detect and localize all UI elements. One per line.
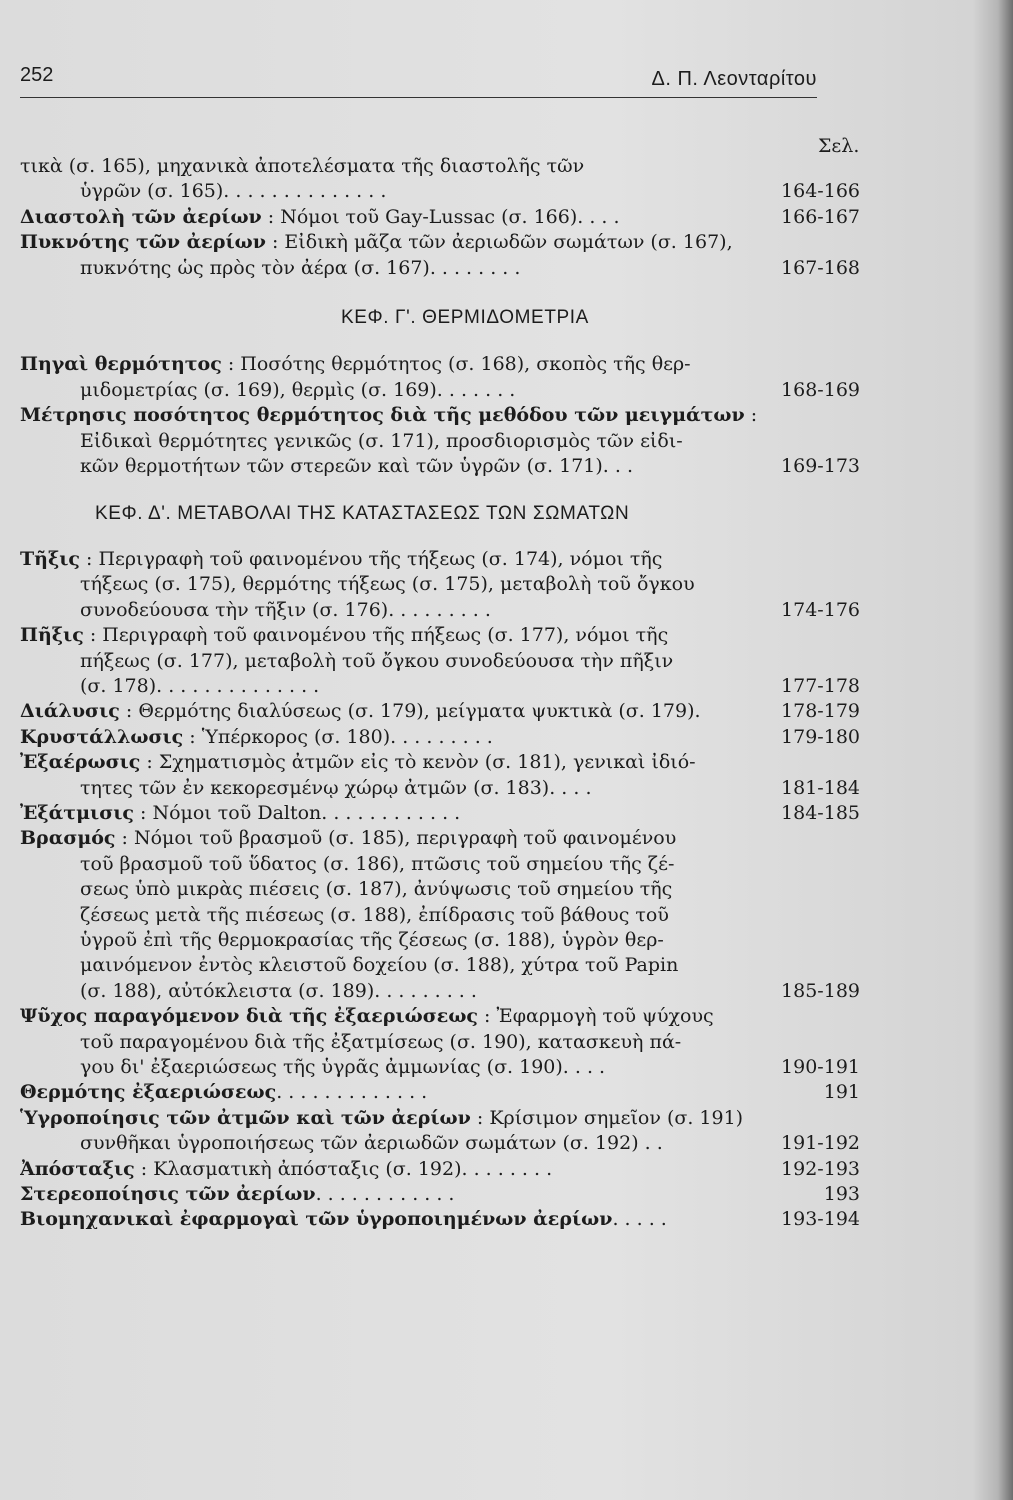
toc-text: : Ὑπέρκορος (σ. 180). . . . . . . . . [183,725,493,748]
header-rule [20,97,817,98]
toc-text: . . . . . . . . . . . . [315,1183,455,1206]
toc-text: : Εἰδικὴ μᾶζα τῶν ἀεριωδῶν σωμάτων (σ. 167), [265,231,733,254]
toc-line-text [20,547,774,572]
toc-keyword: Διαστολὴ τῶν ἀερίων [20,205,262,228]
toc-text: : Νόμοι τοῦ Gay-Lussac (σ. 166). . . . [261,205,620,228]
toc-entry [20,826,860,1004]
toc-text: ζέσεως μετὰ τῆς πιέσεως (σ. 188), ἐπίδρασις τοῦ βάθους τοῦ [80,903,669,926]
toc-line [20,979,860,1004]
running-title: Δ. Π. Λεονταρίτου [651,68,817,90]
toc-line-text [80,1030,774,1055]
toc-line-text [80,256,774,281]
toc-line [20,1030,860,1055]
toc-keyword: Θερμότης ἐξαεριώσεως [20,1081,277,1104]
toc-text: : Νόμοι τοῦ Dalton. . . . . . . . . . . . [133,801,461,824]
toc-entry [20,1207,860,1232]
toc-text: : [744,404,758,427]
toc-page-range: 184-185 [781,801,860,824]
toc-line [20,750,860,775]
toc-keyword: Στερεοποίησις τῶν ἀερίων [20,1183,316,1206]
toc-page-range: 192-193 [781,1157,860,1180]
toc-line-text [20,352,774,377]
toc-line [20,699,860,724]
toc-text: : Νόμοι τοῦ βρασμοῦ (σ. 185), περιγραφὴ τοῦ φαινομένου [115,827,677,850]
toc-line [20,403,860,428]
toc-line-text [20,1080,774,1105]
toc-page-range: 190-191 [781,1056,860,1078]
toc-line [20,1182,860,1207]
toc-page-range: 179-180 [781,725,860,748]
toc-keyword: Μέτρησις ποσότητος θερμότητος διὰ τῆς μεθόδου τῶν μειγμάτων [20,404,745,427]
toc-page-range: 181-184 [781,776,860,799]
toc-line-text [20,801,774,826]
toc-text: τοῦ βρασμοῦ τοῦ ὕδατος (σ. 186), πτῶσις τοῦ σημείου τῆς ζέ- [80,852,675,875]
toc-line [20,256,860,281]
toc-line-text [20,750,774,775]
toc-line-text [80,852,774,877]
toc-entry [20,1182,860,1207]
toc-line [20,903,860,928]
toc-text: : Θερμότης διαλύσεως (σ. 179), μείγματα ψυκτικὰ (σ. 179). [119,700,701,723]
toc-line [20,623,860,648]
toc-entry [20,1157,860,1182]
toc-entry [20,352,860,403]
toc-page-range: 193-194 [781,1208,860,1231]
toc-entry [20,230,860,281]
toc-keyword: Ἐξάτμισις [20,801,134,824]
toc-entry [20,403,860,479]
toc-line-text [20,1207,774,1232]
toc-text: : Περιγραφὴ τοῦ φαινομένου τῆς τήξεως (σ. 174), νόμοι τῆς [79,547,663,570]
toc-page-range: 168-169 [781,378,860,401]
toc-line-text [20,403,774,428]
toc-page-range: 169-173 [781,455,860,478]
toc-keyword: Διάλυσις [20,700,120,723]
toc-line-text [80,378,774,403]
toc-line [20,1106,860,1131]
toc-keyword: Ψῦχος παραγόμενον διὰ τῆς ἐξαεριώσεως [20,1005,478,1028]
toc-line [20,352,860,377]
toc-section-phase-changes [20,547,860,1233]
toc-line [20,154,860,179]
toc-entry [20,1080,860,1105]
toc-text: . . . . . [612,1208,667,1231]
chapter-heading-phase-changes: ΚΕΦ. Δ'. ΜΕΤΑΒΟΛΑΙ ΤΗΣ ΚΑΤΑΣΤΑΣΕΩΣ ΤΩΝ ΣΩΜΑΤΩΝ [95,503,630,525]
toc-text: τικὰ (σ. 165), μηχανικὰ ἀποτελέσματα τῆς διαστολῆς τῶν [20,155,585,177]
toc-line [20,649,860,674]
toc-keyword: Πηγαὶ θερμότητος [20,353,222,376]
toc-text: ὑγροῦ ἐπὶ τῆς θερμοκρασίας τῆς ζέσεως (σ. 188), ὑγρὸν θερ- [80,928,664,951]
toc-line-text [20,623,774,648]
toc-text: μαινόμενον ἐντὸς κλειστοῦ δοχείου (σ. 188), χύτρα τοῦ Papin [80,954,679,977]
toc-text: Εἰδικαὶ θερμότητες γενικῶς (σ. 171), προσδιορισμὸς τῶν εἰδι- [80,429,683,452]
toc-line [20,1004,860,1029]
toc-entry [20,547,860,623]
toc-line-text [20,205,774,230]
toc-line-text [80,429,774,454]
toc-line-text [80,179,774,204]
toc-line-text [80,903,774,928]
toc-keyword: Πῆξις [20,624,84,647]
toc-text: : Ποσότης θερμότητος (σ. 168), σκοπὸς τῆς θερ- [221,353,691,376]
toc-keyword: Βιομηχανικαὶ ἐφαρμογαὶ τῶν ὑγροποιημένων ἀερίων [20,1208,613,1231]
toc-line [20,801,860,826]
toc-line [20,776,860,801]
toc-keyword: Ὑγροποίησις τῶν ἀτμῶν καὶ τῶν ἀερίων [20,1106,471,1129]
toc-line-text [80,877,774,902]
toc-line [20,179,860,204]
toc-line [20,1207,860,1232]
toc-page-range: 177-178 [781,674,860,697]
toc-page-range: 164-166 [781,180,860,203]
chapter-heading-thermometry: ΚΕΦ. Γ'. ΘΕΡΜΙΔΟΜΕΤΡΙΑ [341,307,589,329]
toc-text: σεως ὑπὸ μικρὰς πιέσεις (σ. 187), ἀνύψωσις τοῦ σημείου τῆς [80,878,673,901]
toc-keyword: Πυκνότης τῶν ἀερίων [20,231,266,254]
toc-line-text [80,928,774,953]
toc-text: γου δι' ἐξαεριώσεως τῆς ὑγρᾶς ἀμμωνίας (σ. 190). . . . [80,1056,606,1078]
toc-entry [20,1106,860,1157]
toc-keyword: Βρασμός [20,827,116,850]
toc-line-text [80,572,774,597]
toc-line [20,953,860,978]
toc-line-text [80,776,774,801]
toc-line [20,205,860,230]
toc-text: πυκνότης ὡς πρὸς τὸν ἀέρα (σ. 167). . . . . . . . [80,256,521,279]
toc-entry [20,205,860,230]
toc-text: : Περιγραφὴ τοῦ φαινομένου τῆς πήξεως (σ. 177), νόμοι τῆς [83,624,669,647]
toc-text: συνοδεύουσα τὴν τῆξιν (σ. 176). . . . . . . . . [80,598,491,621]
toc-text: κῶν θερμοτήτων τῶν στερεῶν καὶ τῶν ὑγρῶν (σ. 171). . . [80,455,633,478]
toc-line-text [80,674,774,699]
toc-line-text [20,826,774,851]
toc-line [20,378,860,403]
toc-line-text [20,230,774,255]
toc-entry [20,750,860,801]
toc-line-text [20,1106,774,1131]
toc-keyword: Κρυστάλλωσις [20,725,184,748]
toc-text: : Κλασματικὴ ἀπόσταξις (σ. 192). . . . . . . . [134,1157,553,1180]
toc-line [20,1080,860,1105]
toc-text: : Ἐφαρμογὴ τοῦ ψύχους [478,1005,714,1028]
toc-line [20,1157,860,1182]
toc-entry [20,1004,860,1080]
toc-line [20,454,860,479]
toc-line [20,725,860,750]
toc-line [20,572,860,597]
toc-line-text [20,699,774,724]
pages-column-heading: Σελ. [818,135,860,157]
toc-line [20,826,860,851]
toc-line [20,230,860,255]
toc-text: . . . . . . . . . . . . . [276,1081,428,1104]
toc-line-text [80,649,774,674]
toc-page-range: 178-179 [781,700,860,723]
toc-entry [20,154,860,205]
toc-line [20,547,860,572]
toc-keyword: Τῆξις [20,547,80,570]
toc-page-range: 193 [823,1183,860,1206]
toc-text: τήξεως (σ. 175), θερμότης τήξεως (σ. 175), μεταβολὴ τοῦ ὄγκου [80,573,695,596]
toc-line [20,852,860,877]
toc-entry [20,725,860,750]
toc-page-range: 167-168 [781,256,860,279]
toc-text: (σ. 178). . . . . . . . . . . . . . [80,674,320,697]
toc-text: τοῦ παραγομένου διὰ τῆς ἐξατμίσεως (σ. 190), κατασκευὴ πά- [80,1030,682,1053]
toc-line [20,928,860,953]
toc-page-range: 166-167 [781,205,860,228]
toc-text: : Κρίσιμον σημεῖον (σ. 191) [470,1106,744,1129]
toc-text: ὑγρῶν (σ. 165). . . . . . . . . . . . . . [80,180,387,203]
toc-line-text [20,154,774,179]
toc-line-text [20,1182,774,1207]
toc-line-text [80,979,774,1004]
toc-line [20,877,860,902]
toc-text: : Σχηματισμὸς ἀτμῶν εἰς τὸ κενὸν (σ. 181), γενικαὶ ἰδιό- [140,751,696,774]
toc-text: τητες τῶν ἐν κεκορεσμένῳ χώρῳ ἀτμῶν (σ. 183). . . . [80,776,592,799]
toc-entry [20,623,860,699]
toc-line-text [20,725,774,750]
toc-entry [20,801,860,826]
toc-text: πήξεως (σ. 177), μεταβολὴ τοῦ ὄγκου συνοδεύουσα τὴν πῆξιν [80,649,674,672]
toc-line-text [80,598,774,623]
page-number: 252 [20,64,54,86]
table-of-contents [20,154,860,1233]
toc-text: συνθῆκαι ὑγροποιήσεως τῶν ἀεριωδῶν σωμάτων (σ. 192) . . [80,1132,663,1155]
toc-line [20,598,860,623]
toc-line-text [20,1157,774,1182]
toc-page-range: 185-189 [781,979,860,1002]
toc-line [20,674,860,699]
toc-line-text [80,1055,774,1080]
toc-page-range: 191 [823,1081,860,1104]
toc-entry [20,699,860,724]
toc-line [20,429,860,454]
toc-line [20,1131,860,1156]
toc-text: (σ. 188), αὐτόκλειστα (σ. 189). . . . . . . . . [80,979,477,1002]
toc-section-thermometry [20,352,860,479]
toc-page-range: 191-192 [781,1132,860,1155]
toc-line-text [80,1131,774,1156]
toc-line-text [20,1004,774,1029]
toc-keyword: Ἀπόσταξις [20,1157,135,1180]
toc-line [20,1055,860,1080]
toc-line-text [80,953,774,978]
toc-text: μιδομετρίας (σ. 169), θερμὶς (σ. 169). . . . . . . [80,378,516,401]
toc-page-range: 174-176 [781,598,860,621]
toc-section-heat-expansion [20,154,860,281]
toc-line-text [80,454,774,479]
toc-keyword: Ἐξαέρωσις [20,751,141,774]
